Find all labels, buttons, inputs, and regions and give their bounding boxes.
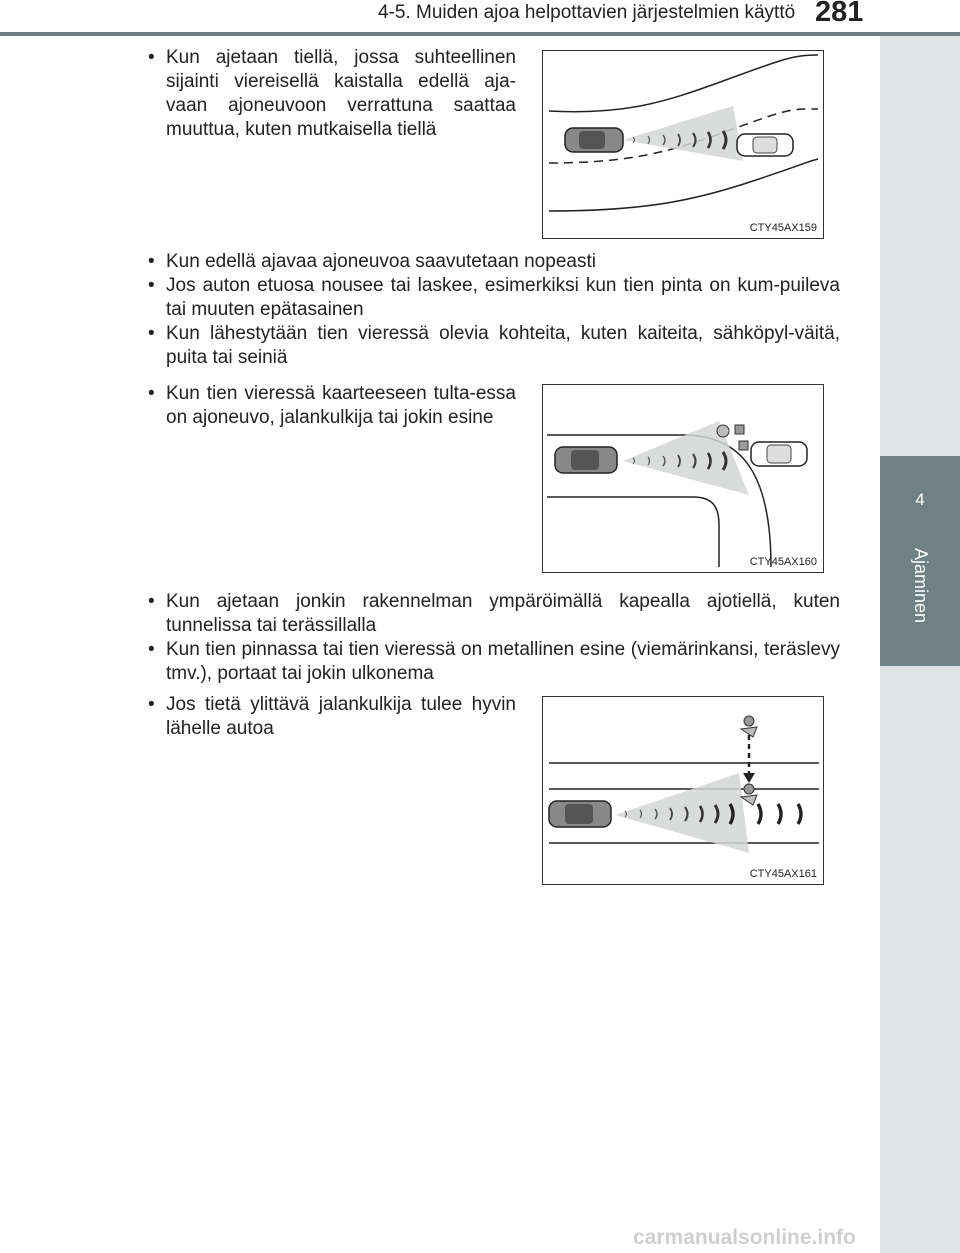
- bullet-marker: •: [148, 639, 155, 660]
- chapter-label: Ajaminen: [911, 548, 931, 624]
- figure-pedestrian-crossing: [542, 696, 824, 885]
- bullet-list-5: [148, 693, 516, 741]
- corner-road-illustration: [543, 385, 823, 572]
- figure-code: CTY45AX161: [749, 868, 817, 880]
- header-divider: [0, 32, 960, 36]
- bullet-marker: •: [148, 275, 155, 296]
- own-car-icon: [565, 128, 623, 152]
- bullet-list-2: [148, 250, 840, 370]
- list-item-text: Kun tien pinnassa tai tien vieressä on metallinen esine (viemärinkansi, teräslevy tmv.), portaat tai jokin ulkonema: [166, 639, 840, 684]
- bullet-marker: •: [148, 694, 155, 715]
- figure-corner-road: [542, 384, 824, 573]
- own-car-icon: [555, 447, 617, 473]
- side-tab-upper: [880, 36, 960, 456]
- own-car-icon: [549, 801, 611, 827]
- list-item: [148, 590, 840, 638]
- pedestrian-illustration: [543, 697, 823, 884]
- bullet-marker: •: [148, 47, 155, 68]
- curved-road-illustration: [543, 51, 823, 238]
- list-item-text: Kun ajetaan tiellä, jossa suhteellinen sijainti viereisellä kaistalla edellä aja-vaan ajoneuvoon verrattuna saattaa muuttua, kuten mutkaisella tiellä: [166, 47, 516, 140]
- figure-curved-road: [542, 50, 824, 239]
- bullet-list-4: [148, 590, 840, 686]
- list-item-text: Jos auton etuosa nousee tai laskee, esimerkiksi kun tien pinta on kum-puileva tai muuten epätasainen: [166, 275, 840, 320]
- list-item-text: Kun lähestytään tien vieressä olevia kohteita, kuten kaiteita, sähköpyl-väitä, puita tai seiniä: [166, 323, 840, 368]
- pedestrian-icon: [741, 716, 757, 805]
- watermark: carmanualsonline.info: [633, 1226, 856, 1249]
- list-item-text: Kun tien vieressä kaarteeseen tulta-essa on ajoneuvo, jalankulkija tai jokin esine: [166, 383, 516, 428]
- preceding-car-icon: [737, 134, 793, 156]
- list-item: [148, 693, 516, 741]
- list-item: [148, 250, 840, 274]
- figure-code: CTY45AX160: [749, 556, 817, 568]
- header-section-title: 4-5. Muiden ajoa helpottavien järjestelmien käyttö: [378, 2, 796, 23]
- bullet-marker: •: [148, 251, 155, 272]
- bullet-marker: •: [148, 591, 155, 612]
- list-item: [148, 274, 840, 322]
- page-number: 281: [815, 0, 864, 28]
- bullet-list-1: [148, 46, 516, 142]
- list-item: [148, 638, 840, 686]
- parked-car-icon: [751, 442, 807, 466]
- chapter-number: 4: [915, 490, 925, 509]
- list-item-text: Kun ajetaan jonkin rakennelman ympäröimällä kapealla ajotiellä, kuten tunnelissa tai terässillalla: [166, 591, 840, 636]
- figure-code: CTY45AX159: [749, 222, 817, 234]
- list-item: [148, 382, 516, 430]
- list-item-text: Kun edellä ajavaa ajoneuvoa saavutetaan nopeasti: [166, 251, 596, 272]
- list-item-text: Jos tietä ylittävä jalankulkija tulee hyvin lähelle autoa: [166, 694, 516, 739]
- bullet-marker: •: [148, 383, 155, 404]
- list-item: [148, 46, 516, 142]
- chapter-tab: [880, 456, 960, 666]
- bullet-marker: •: [148, 323, 155, 344]
- bullet-list-3: [148, 382, 516, 430]
- side-tab-lower: [880, 666, 960, 1253]
- list-item: [148, 322, 840, 370]
